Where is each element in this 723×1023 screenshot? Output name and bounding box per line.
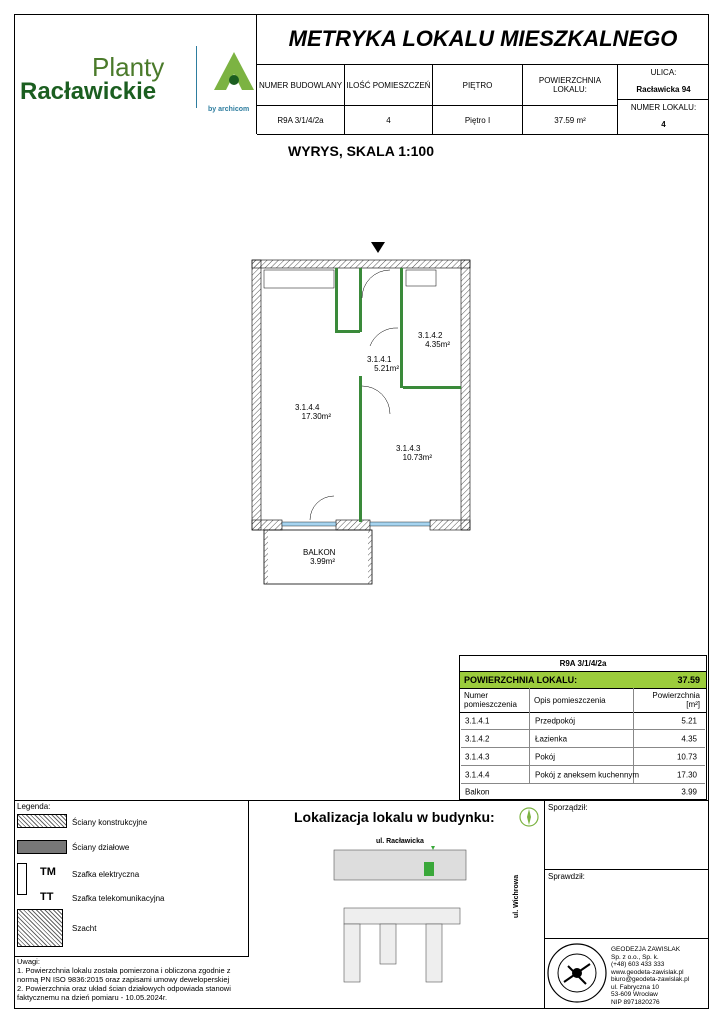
company-line: GEODEZJA ZAWISLAK bbox=[611, 946, 681, 953]
surveyor-stamp bbox=[546, 942, 608, 1004]
legend-glyph: TM bbox=[40, 866, 56, 878]
legend-label: Szacht bbox=[72, 924, 97, 933]
unit-value: 4 bbox=[661, 120, 666, 129]
brand-logo bbox=[16, 16, 256, 134]
legend-label: Szafka elektryczna bbox=[72, 870, 140, 879]
room-label: 3.1.4.1 5.21m² bbox=[367, 355, 399, 373]
location-title: Lokalizacja lokalu w budynku: bbox=[294, 809, 495, 825]
prepared-by-label: Sporządził: bbox=[548, 803, 588, 812]
summary-total-value: 37.59 bbox=[677, 675, 700, 685]
company-line: (+48) 603 433 333 bbox=[611, 961, 665, 968]
legend-divider bbox=[248, 800, 249, 956]
room-label: BALKON 3.99m² bbox=[303, 548, 336, 566]
col-desc-header: Opis pomieszczenia bbox=[534, 696, 606, 705]
sign-divider bbox=[544, 800, 545, 1009]
compass-icon bbox=[518, 806, 540, 828]
col-num-header: Numer pomieszczenia bbox=[464, 691, 517, 709]
company-line: 53-609 Wrocław bbox=[611, 991, 658, 998]
brand-line1: Planty bbox=[92, 52, 165, 82]
legend-label: Ściany konstrukcyjne bbox=[72, 818, 148, 827]
table-row: 3.1.4.2 Łazienka 4.35 bbox=[461, 730, 705, 748]
checked-by-label: Sprawdził: bbox=[548, 872, 585, 881]
header-col-label: ILOŚĆ POMIESZCZEŃ bbox=[345, 65, 433, 105]
company-info bbox=[611, 946, 689, 1006]
bottom-divider bbox=[14, 800, 709, 801]
notes bbox=[17, 957, 245, 1002]
legend-label: Szafka telekomunikacyjna bbox=[72, 894, 165, 903]
street-value: Racławicka 94 bbox=[636, 84, 691, 94]
company-line: NIP 8971820276 bbox=[611, 998, 660, 1006]
brand-divider bbox=[196, 46, 197, 108]
header-col-label: NUMER BUDOWLANY bbox=[257, 65, 345, 105]
room-label: 3.1.4.4 17.30m² bbox=[295, 403, 331, 421]
plan-title: WYRYS, SKALA 1:100 bbox=[288, 143, 434, 159]
sign-low-line bbox=[544, 938, 709, 939]
table-row: 3.1.4.4 Pokój z aneksem kuchennym 17.30 bbox=[461, 766, 705, 784]
floor-plan bbox=[240, 236, 480, 586]
header-col-value: 37.59 m² bbox=[523, 105, 618, 134]
street-side-label: ul. Wichrowa bbox=[513, 874, 520, 918]
brand-sub: by archicom bbox=[208, 106, 250, 113]
header-col-label: PIĘTRO bbox=[433, 65, 523, 105]
legend-label: Ściany działowe bbox=[72, 843, 130, 852]
col-area-header: Powierzchnia [m²] bbox=[652, 691, 700, 709]
summary-total-label: POWIERZCHNIA LOKALU: bbox=[464, 675, 578, 685]
sign-mid-line bbox=[544, 869, 709, 870]
unit-label: NUMER LOKALU: bbox=[618, 99, 709, 115]
building-block-plan bbox=[330, 846, 470, 986]
legend-wall-icon bbox=[17, 814, 67, 828]
legend-title: Legenda: bbox=[17, 802, 51, 811]
table-row: Balkon 3.99 bbox=[465, 787, 697, 797]
legend-glyph: TT bbox=[40, 891, 54, 903]
street-label: ULICA: bbox=[650, 67, 677, 77]
header-line-2 bbox=[257, 134, 709, 135]
summary-total-row bbox=[460, 672, 706, 689]
legend-partition-icon bbox=[17, 840, 67, 854]
street-top-label: ul. Racławicka bbox=[376, 838, 424, 845]
page-title: METRYKA LOKALU MIESZKALNEGO bbox=[288, 26, 678, 51]
summary-header-row bbox=[460, 688, 706, 713]
header-col-value: R9A 3/1/4/2a bbox=[257, 105, 345, 134]
company-line: www.geodeta-zawislak.pl bbox=[611, 968, 684, 976]
header-col-label: POWIERZCHNIA LOKALU: bbox=[523, 65, 618, 105]
table-row: 3.1.4.1 Przedpokój 5.21 bbox=[461, 712, 705, 730]
note-2: 2. Powierzchnia oraz układ ścian działowych odpowiada stanowi faktycznemu na dzień pomiaru - 10.05.2024r. bbox=[17, 984, 231, 1002]
header-col-value: Piętro I bbox=[433, 105, 523, 134]
notes-title: Uwagi: bbox=[17, 957, 40, 966]
table-row: 3.1.4.3 Pokój 10.73 bbox=[461, 748, 705, 766]
room-label: 3.1.4.3 10.73m² bbox=[396, 444, 432, 462]
company-line: ul. Fabryczna 10 bbox=[611, 983, 660, 991]
legend-shaft-icon bbox=[17, 909, 63, 947]
note-1: 1. Powierzchnia lokalu została pomierzona i obliczona zgodnie z normą PN ISO 9836:2015 oraz zapisami umowy deweloperskiej bbox=[17, 966, 231, 984]
archicom-logo-icon bbox=[212, 50, 256, 98]
summary-unit: R9A 3/1/4/2a bbox=[460, 656, 706, 672]
company-line: biuro@geodeta-zawislak.pl bbox=[611, 976, 690, 983]
brand-line2: Racławickie bbox=[20, 78, 157, 105]
company-line: Sp. z o.o., Sp. k. bbox=[611, 953, 659, 961]
legend-tm-icon bbox=[17, 863, 27, 895]
entrance-arrow-icon bbox=[371, 242, 385, 253]
room-label: 3.1.4.2 4.35m² bbox=[418, 331, 450, 349]
header-col-value: 4 bbox=[345, 105, 433, 134]
